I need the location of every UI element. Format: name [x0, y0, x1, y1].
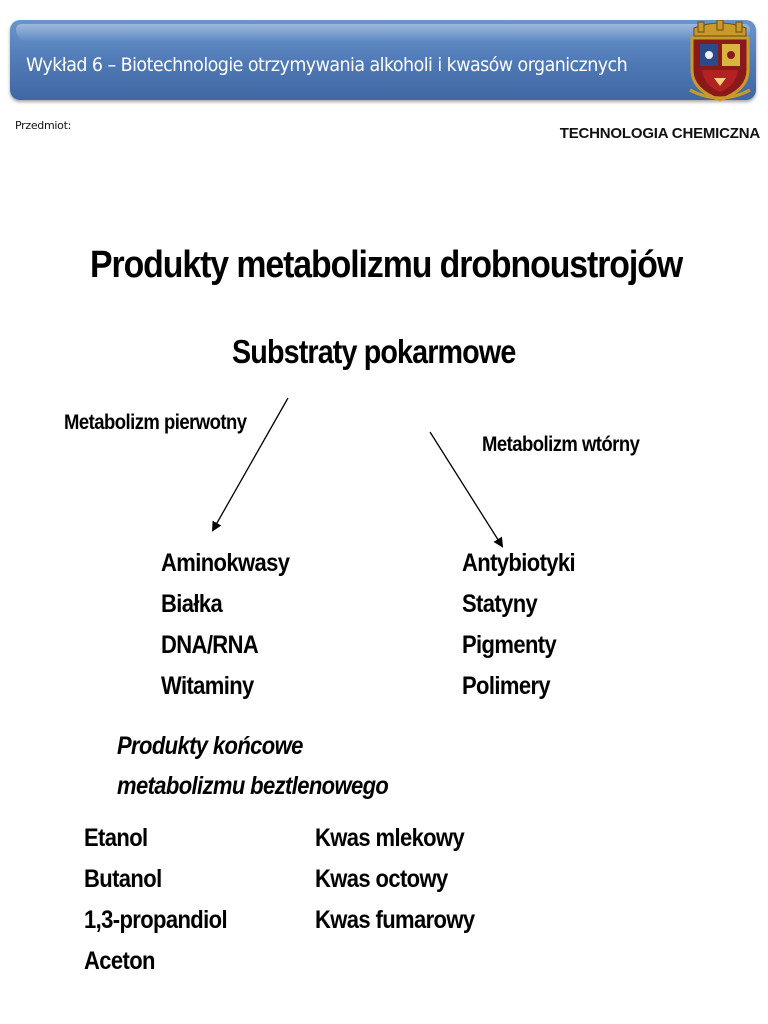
list-item: Polimery: [462, 672, 551, 700]
lecture-title: Wykład 6 – Biotechnologie otrzymywania alkoholi i kwasów organicznych: [26, 54, 628, 76]
list-item: Białka: [161, 590, 223, 618]
anaerobic-alcohols-list: [84, 823, 246, 987]
course-name: TECHNOLOGIA CHEMICZNA: [559, 125, 760, 142]
list-item: Aminokwasy: [161, 549, 290, 577]
list-item: Etanol: [84, 824, 148, 852]
list-item: Statyny: [462, 590, 538, 618]
anaerobic-acids-list: [315, 823, 496, 946]
subject-label: Przedmiot:: [15, 119, 72, 132]
arrow-primary: [213, 398, 288, 530]
branch-label-secondary: Metabolizm wtórny: [482, 433, 640, 456]
anaerobic-heading: [117, 731, 425, 811]
branch-label-primary: Metabolizm pierwotny: [64, 411, 247, 434]
secondary-products-list: [462, 548, 590, 712]
list-item: Kwas mlekowy: [315, 824, 465, 852]
list-item: Kwas fumarowy: [315, 906, 475, 934]
slide-title: Produkty metabolizmu drobnoustrojów: [90, 244, 683, 286]
list-item: Butanol: [84, 865, 162, 893]
list-item: Kwas octowy: [315, 865, 448, 893]
list-item: Pigmenty: [462, 631, 557, 659]
anaerobic-heading-line: metabolizmu beztlenowego: [117, 772, 389, 800]
arrow-secondary: [430, 432, 502, 546]
list-item: DNA/RNA: [161, 631, 259, 659]
list-item: Witaminy: [161, 672, 254, 700]
list-item: 1,3-propandiol: [84, 906, 227, 934]
list-item: Aceton: [84, 947, 155, 975]
list-item: Antybiotyki: [462, 549, 576, 577]
primary-products-list: [161, 548, 307, 712]
slide-subtitle: Substraty pokarmowe: [232, 333, 516, 370]
anaerobic-heading-line: Produkty końcowe: [117, 732, 303, 760]
